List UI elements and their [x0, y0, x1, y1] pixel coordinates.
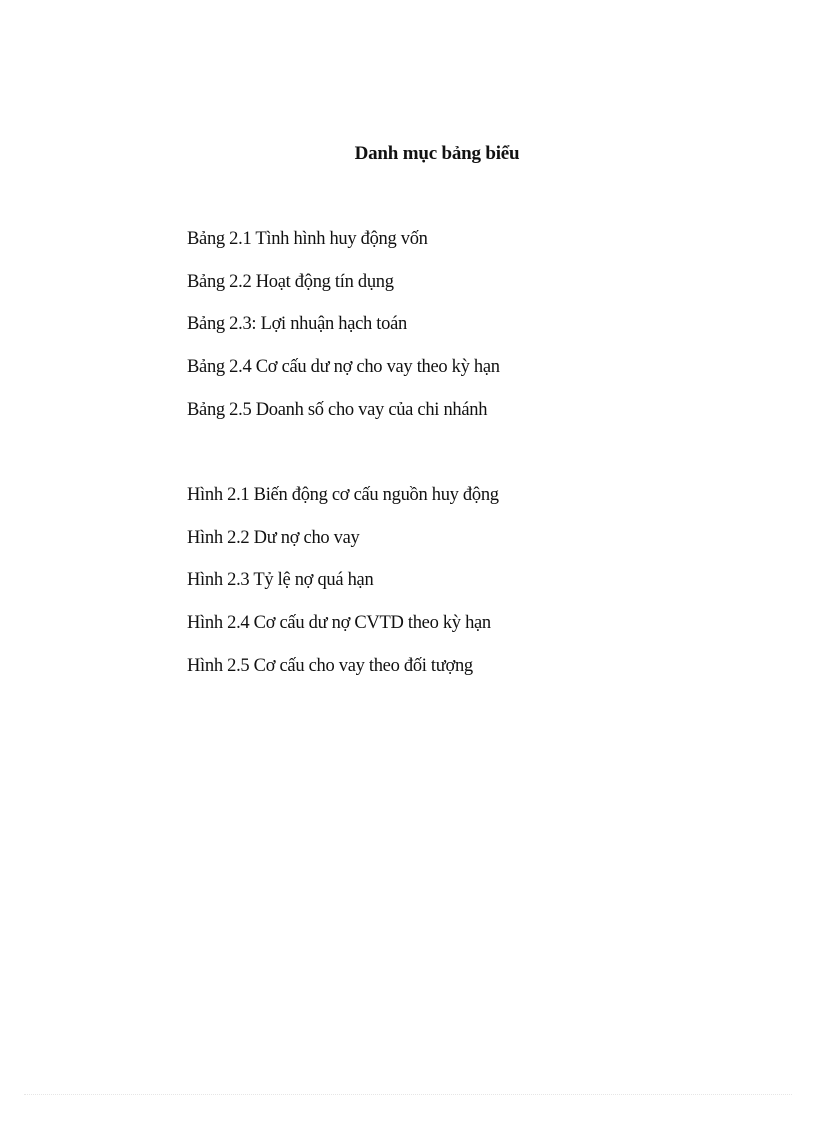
figure-list-item: Hình 2.5 Cơ cấu cho vay theo đối tượng — [187, 655, 473, 676]
table-list-item: Bảng 2.1 Tình hình huy động vốn — [187, 229, 428, 249]
figure-list — [187, 483, 499, 696]
figure-list-item: Hình 2.4 Cơ cấu dư nợ CVTD theo kỳ hạn — [187, 613, 491, 634]
table-list — [187, 227, 500, 440]
table-list-item: Bảng 2.3: Lợi nhuận hạch toán — [187, 314, 407, 335]
figure-list-item: Hình 2.3 Tỷ lệ nợ quá hạn — [187, 570, 374, 591]
table-list-item: Bảng 2.2 Hoạt động tín dụng — [187, 271, 394, 292]
figure-list-item: Hình 2.1 Biến động cơ cấu nguồn huy động — [187, 485, 499, 505]
page-title: Danh mục bảng biểu — [354, 143, 520, 164]
figure-list-item: Hình 2.2 Dư nợ cho vay — [187, 527, 360, 548]
table-list-item: Bảng 2.4 Cơ cấu dư nợ cho vay theo kỳ hạn — [187, 357, 500, 378]
table-list-item: Bảng 2.5 Doanh số cho vay của chi nhánh — [187, 399, 488, 420]
page-bottom-divider — [24, 1094, 792, 1095]
